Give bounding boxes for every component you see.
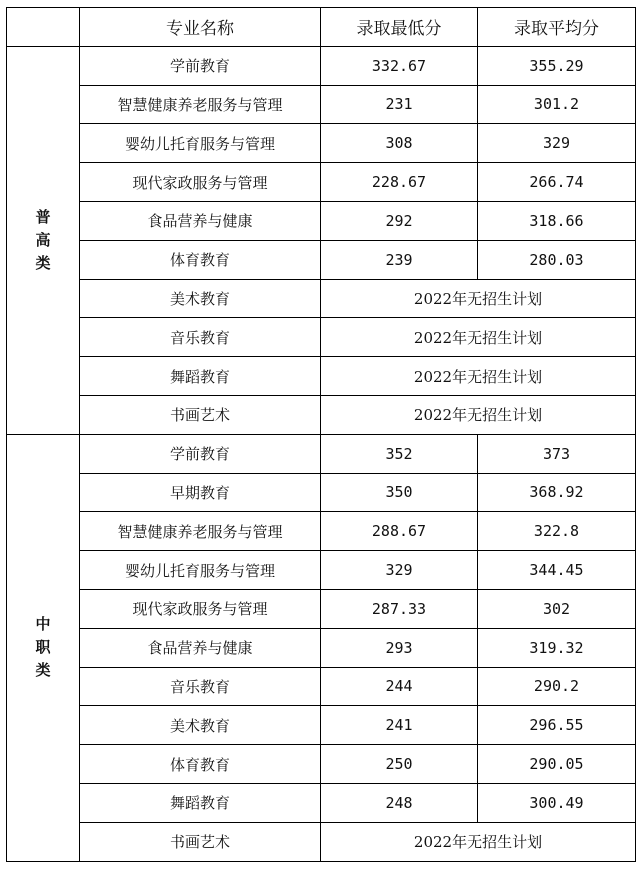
min-score-cell: 292 (321, 201, 478, 240)
table-row (7, 783, 636, 822)
header-group-blank (7, 8, 80, 47)
header-row (7, 8, 636, 47)
category-label-char: 普 (35, 207, 51, 226)
major-name-cell: 书画艺术 (80, 395, 321, 434)
major-name-cell: 学前教育 (80, 46, 321, 85)
major-name-cell: 婴幼儿托育服务与管理 (80, 551, 321, 590)
major-name-cell: 体育教育 (80, 240, 321, 279)
min-score-cell: 352 (321, 434, 478, 473)
table-row (7, 163, 636, 202)
major-name-cell: 婴幼儿托育服务与管理 (80, 124, 321, 163)
major-name-cell: 现代家政服务与管理 (80, 163, 321, 202)
major-name-cell: 舞蹈教育 (80, 783, 321, 822)
min-score-cell: 308 (321, 124, 478, 163)
avg-score-cell: 302 (478, 589, 636, 628)
min-score-cell: 228.67 (321, 163, 478, 202)
major-name-cell: 现代家政服务与管理 (80, 589, 321, 628)
major-name-cell: 舞蹈教育 (80, 357, 321, 396)
avg-score-cell: 319.32 (478, 628, 636, 667)
min-score-cell: 350 (321, 473, 478, 512)
table-row (7, 822, 636, 861)
avg-score-cell: 301.2 (478, 85, 636, 124)
min-score-cell: 288.67 (321, 512, 478, 551)
avg-score-cell: 329 (478, 124, 636, 163)
avg-score-cell: 266.74 (478, 163, 636, 202)
table-row (7, 512, 636, 551)
major-name-cell: 音乐教育 (80, 667, 321, 706)
table-row (7, 357, 636, 396)
table-row (7, 551, 636, 590)
min-score-cell: 248 (321, 783, 478, 822)
min-score-cell: 239 (321, 240, 478, 279)
major-name-cell: 音乐教育 (80, 318, 321, 357)
major-name-cell: 学前教育 (80, 434, 321, 473)
major-name-cell: 智慧健康养老服务与管理 (80, 85, 321, 124)
major-name-cell: 体育教育 (80, 745, 321, 784)
category-label-char: 高 (35, 230, 51, 249)
avg-score-cell: 355.29 (478, 46, 636, 85)
avg-score-cell: 373 (478, 434, 636, 473)
min-score-cell: 287.33 (321, 589, 478, 628)
avg-score-cell: 300.49 (478, 783, 636, 822)
avg-score-cell: 368.92 (478, 473, 636, 512)
category-label-char: 中 (35, 615, 51, 634)
min-score-cell: 332.67 (321, 46, 478, 85)
major-name-cell: 书画艺术 (80, 822, 321, 861)
avg-score-cell: 290.05 (478, 745, 636, 784)
table-row (7, 395, 636, 434)
avg-score-cell: 344.45 (478, 551, 636, 590)
table-row (7, 706, 636, 745)
major-name-cell: 食品营养与健康 (80, 201, 321, 240)
avg-score-cell: 318.66 (478, 201, 636, 240)
major-name-cell: 早期教育 (80, 473, 321, 512)
category-label-char: 类 (35, 661, 51, 680)
avg-score-cell: 296.55 (478, 706, 636, 745)
table-row (7, 667, 636, 706)
major-name-cell: 智慧健康养老服务与管理 (80, 512, 321, 551)
min-score-cell: 329 (321, 551, 478, 590)
no-enrollment-note-cell: 2022年无招生计划 (321, 279, 636, 318)
table-row (7, 434, 636, 473)
table-row (7, 201, 636, 240)
table-row (7, 745, 636, 784)
table-row (7, 628, 636, 667)
category-label (7, 46, 80, 434)
min-score-cell: 241 (321, 706, 478, 745)
header-major: 专业名称 (80, 8, 321, 47)
table-row (7, 589, 636, 628)
major-name-cell: 食品营养与健康 (80, 628, 321, 667)
category-label-char: 类 (35, 253, 51, 272)
major-name-cell: 美术教育 (80, 706, 321, 745)
min-score-cell: 250 (321, 745, 478, 784)
header-avg-score: 录取平均分 (478, 8, 636, 47)
table-body (7, 46, 636, 861)
min-score-cell: 244 (321, 667, 478, 706)
no-enrollment-note-cell: 2022年无招生计划 (321, 395, 636, 434)
table-row (7, 279, 636, 318)
avg-score-cell: 280.03 (478, 240, 636, 279)
avg-score-cell: 322.8 (478, 512, 636, 551)
min-score-cell: 293 (321, 628, 478, 667)
avg-score-cell: 290.2 (478, 667, 636, 706)
table-row (7, 46, 636, 85)
admission-score-table (6, 7, 636, 862)
no-enrollment-note-cell: 2022年无招生计划 (321, 822, 636, 861)
major-name-cell: 美术教育 (80, 279, 321, 318)
table-row (7, 85, 636, 124)
no-enrollment-note-cell: 2022年无招生计划 (321, 357, 636, 396)
category-label (7, 434, 80, 861)
category-label-char: 职 (35, 638, 51, 657)
no-enrollment-note-cell: 2022年无招生计划 (321, 318, 636, 357)
table-row (7, 240, 636, 279)
min-score-cell: 231 (321, 85, 478, 124)
table-row (7, 318, 636, 357)
header-min-score: 录取最低分 (321, 8, 478, 47)
table-row (7, 473, 636, 512)
table-row (7, 124, 636, 163)
